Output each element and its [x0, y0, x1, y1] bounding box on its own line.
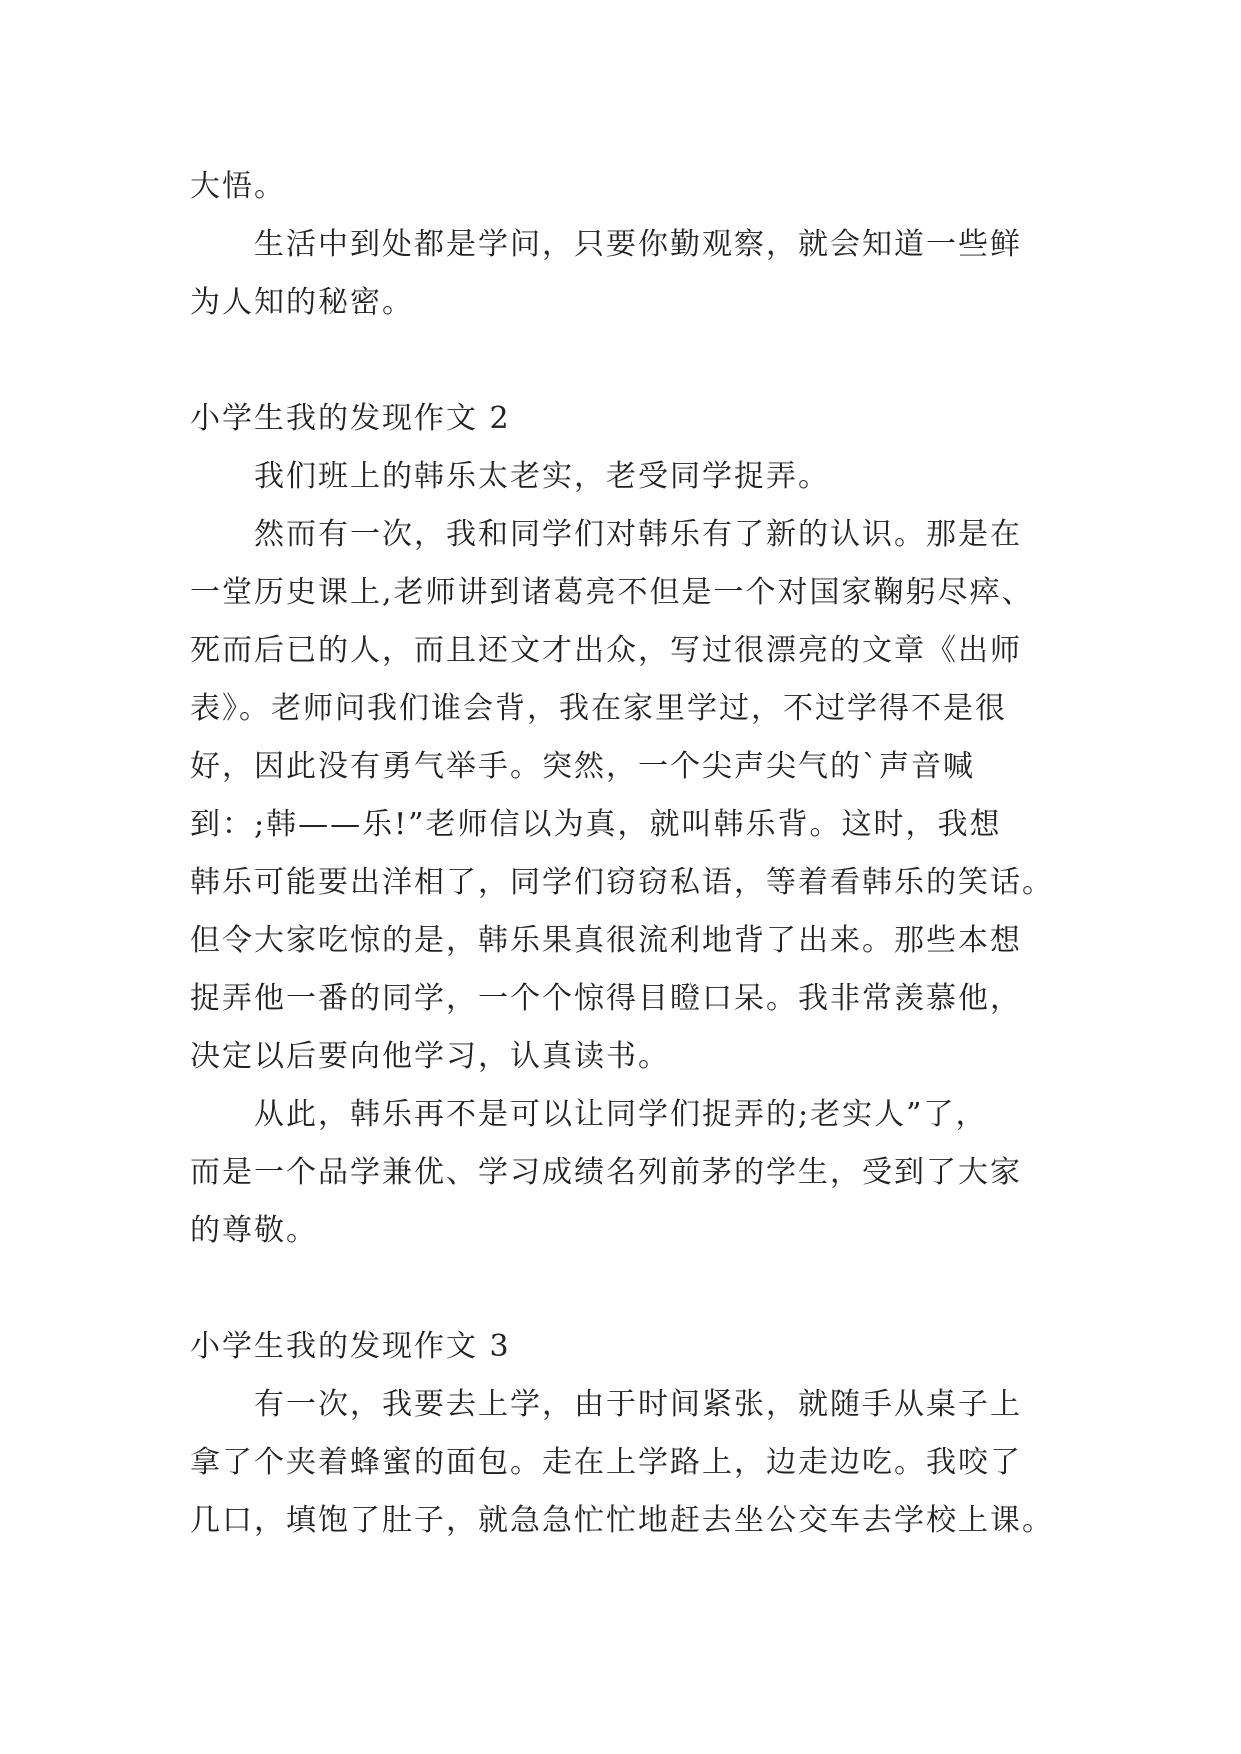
paragraph-line: 几口，填饱了肚子，就急急忙忙地赶去坐公交车去学校上课。 [190, 1503, 1054, 1538]
paragraph-line: 有一次，我要去上学，由于时间紧张，就随手从桌子上 [254, 1387, 1022, 1422]
section-heading: 小学生我的发现作文 2 [190, 401, 511, 436]
document-body [190, 158, 1070, 1550]
section-heading: 小学生我的发现作文 3 [190, 1329, 511, 1364]
paragraph-line: 决定以后要向他学习，认真读书。 [190, 1039, 670, 1074]
paragraph-line: 大悟。 [190, 169, 286, 204]
paragraph-line: 为人知的秘密。 [190, 285, 414, 320]
paragraph-line: 我们班上的韩乐太老实，老受同学捉弄。 [254, 459, 830, 494]
paragraph-line: 死而后已的人，而且还文才出众，写过很漂亮的文章《出师 [190, 633, 1022, 668]
paragraph-line: 好，因此没有勇气举手。突然，一个尖声尖气的`声音喊 [190, 749, 975, 784]
paragraph-line: 然而有一次，我和同学们对韩乐有了新的认识。那是在 [254, 517, 1022, 552]
paragraph-line: 捉弄他一番的同学，一个个惊得目瞪口呆。我非常羡慕他， [190, 981, 1022, 1016]
paragraph-line: 生活中到处都是学问，只要你勤观察，就会知道一些鲜 [254, 227, 1022, 262]
section-gap [190, 332, 1070, 390]
paragraph-line: 表》。老师问我们谁会背，我在家里学过，不过学得不是很 [190, 691, 1007, 726]
paragraph-line: 拿了个夹着蜂蜜的面包。走在上学路上，边走边吃。我咬了 [190, 1445, 1022, 1480]
paragraph-line: 到：;韩——乐!”老师信以为真，就叫韩乐背。这时，我想 [190, 807, 1002, 842]
paragraph-line: 而是一个品学兼优、学习成绩名列前茅的学生，受到了大家 [190, 1155, 1022, 1190]
paragraph-line: 从此，韩乐再不是可以让同学们捉弄的;老实人”了， [254, 1097, 988, 1132]
paragraph-line: 但令大家吃惊的是，韩乐果真很流利地背了出来。那些本想 [190, 923, 1022, 958]
paragraph-line: 的尊敬。 [190, 1213, 318, 1248]
section-gap [190, 1260, 1070, 1318]
paragraph-line: 一堂历史课上,老师讲到诸葛亮不但是一个对国家鞠躬尽瘁、 [190, 575, 1034, 610]
paragraph-line: 韩乐可能要出洋相了，同学们窃窃私语，等着看韩乐的笑话。 [190, 865, 1054, 900]
